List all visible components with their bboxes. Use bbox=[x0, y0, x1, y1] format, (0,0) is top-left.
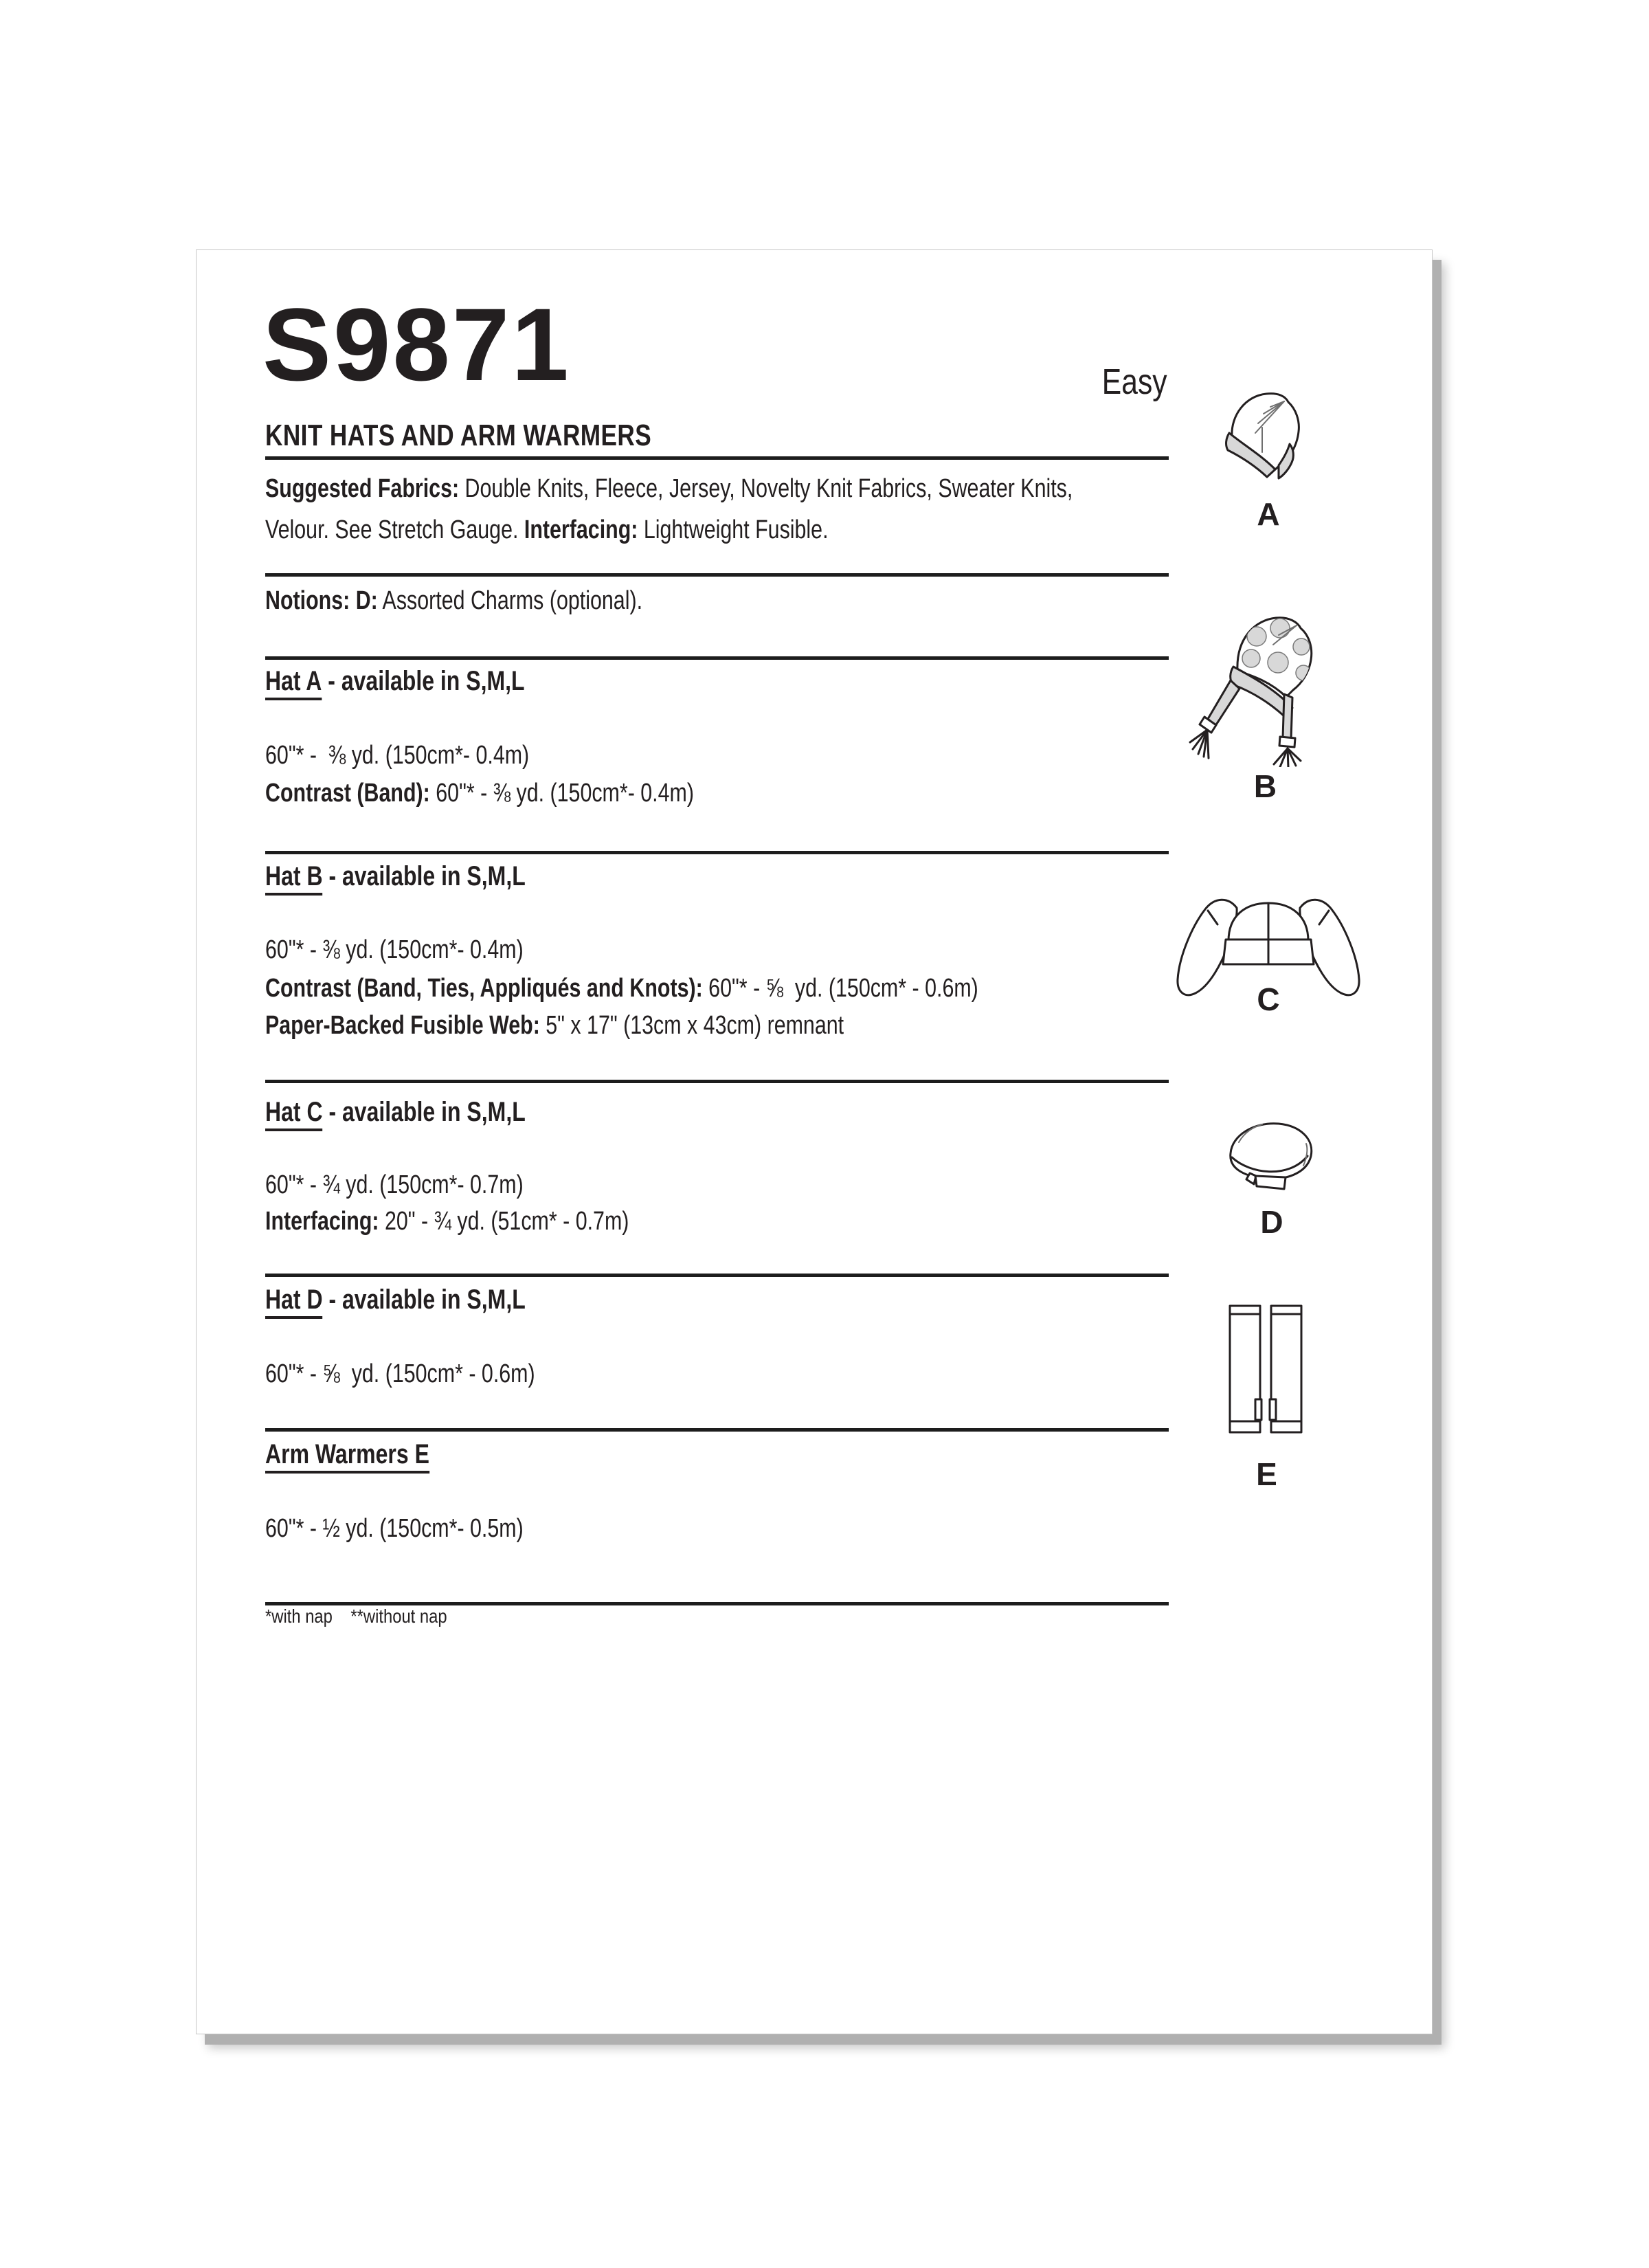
arm-warmers-illustration bbox=[1227, 1303, 1306, 1437]
interfacing-value: Lightweight Fusible. bbox=[638, 515, 829, 544]
hat-a-illustration bbox=[1224, 388, 1313, 487]
figure-hat-c bbox=[1172, 893, 1365, 1023]
hat-a-name: Hat A bbox=[265, 667, 322, 700]
suggested-fabrics-line2 bbox=[265, 517, 829, 543]
difficulty-label: Easy bbox=[1102, 362, 1167, 402]
hat-d-yardage: 60"* - ⅝ yd. (150cm* - 0.6m) bbox=[265, 1359, 535, 1388]
figure-label-a: A bbox=[1257, 496, 1280, 532]
hat-c-interfacing bbox=[265, 1208, 629, 1234]
divider-rule bbox=[265, 656, 1169, 660]
pattern-title: KNIT HATS AND ARM WARMERS bbox=[265, 419, 652, 452]
notions-line bbox=[265, 588, 642, 614]
hat-a-contrast-label: Contrast (Band): bbox=[265, 779, 430, 808]
figure-hat-d bbox=[1224, 1115, 1320, 1245]
hat-c-heading bbox=[265, 1098, 526, 1131]
arm-warmers-yardage: 60"* - ½ yd. (150cm*- 0.5m) bbox=[265, 1514, 524, 1543]
figure-label-d: D bbox=[1260, 1204, 1283, 1240]
hat-b-yardage: 60"* - ⅜ yd. (150cm*- 0.4m) bbox=[265, 935, 524, 964]
pattern-envelope-back bbox=[196, 249, 1433, 2034]
hat-d-name: Hat D bbox=[265, 1286, 323, 1319]
hat-b-contrast-label: Contrast (Band, Ties, Appliqués and Knots): bbox=[265, 974, 703, 1003]
hat-c-name: Hat C bbox=[265, 1098, 323, 1131]
notions-value: Assorted Charms (optional). bbox=[377, 586, 643, 615]
hat-b-contrast bbox=[265, 975, 978, 1001]
hat-a-heading bbox=[265, 667, 525, 700]
hat-c-availability: - available in S,M,L bbox=[322, 1097, 526, 1127]
hat-b-web-label: Paper-Backed Fusible Web: bbox=[265, 1011, 540, 1040]
notions-label: Notions: D: bbox=[265, 586, 378, 615]
suggested-fabrics-line1 bbox=[265, 476, 1073, 502]
figure-label-c: C bbox=[1257, 981, 1280, 1017]
divider-rule bbox=[265, 573, 1169, 577]
hat-b-illustration bbox=[1188, 608, 1343, 767]
hat-a-contrast bbox=[265, 780, 694, 806]
suggested-fabrics-list: Double Knits, Fleece, Jersey, Novelty Knit Fabrics, Sweater Knits, bbox=[459, 474, 1073, 503]
hat-c-interfacing-label: Interfacing: bbox=[265, 1207, 379, 1236]
divider-rule bbox=[265, 851, 1169, 854]
figure-hat-a bbox=[1224, 388, 1313, 539]
hat-b-name: Hat B bbox=[265, 863, 323, 896]
hat-b-availability: - available in S,M,L bbox=[322, 861, 526, 891]
hat-d-availability: - available in S,M,L bbox=[322, 1285, 526, 1315]
hat-c-interfacing-value: 20" - ¾ yd. (51cm* - 0.7m) bbox=[379, 1207, 629, 1236]
suggested-fabrics-list-cont: Velour. See Stretch Gauge. bbox=[265, 515, 524, 544]
figure-hat-b bbox=[1188, 608, 1343, 807]
pattern-number: S9871 bbox=[262, 287, 571, 402]
divider-rule bbox=[265, 456, 1169, 460]
interfacing-label: Interfacing: bbox=[524, 515, 638, 544]
hat-a-yardage: 60"* - ⅜ yd. (150cm*- 0.4m) bbox=[265, 741, 530, 770]
divider-rule bbox=[265, 1080, 1169, 1083]
nap-footnote: *with nap **without nap bbox=[265, 1605, 447, 1627]
suggested-fabrics-label: Suggested Fabrics: bbox=[265, 474, 460, 503]
hat-b-contrast-value: 60"* - ⅝ yd. (150cm* - 0.6m) bbox=[702, 974, 978, 1003]
hat-d-heading bbox=[265, 1286, 526, 1319]
figure-label-e: E bbox=[1256, 1456, 1277, 1492]
divider-rule bbox=[265, 1274, 1169, 1277]
arm-warmers-name: Arm Warmers E bbox=[265, 1441, 429, 1474]
divider-rule bbox=[265, 1428, 1169, 1432]
figure-label-b: B bbox=[1253, 768, 1277, 804]
hat-a-availability: - available in S,M,L bbox=[322, 666, 525, 696]
hat-b-web-value: 5" x 17" (13cm x 43cm) remnant bbox=[539, 1011, 844, 1040]
hat-a-contrast-value: 60"* - ⅜ yd. (150cm*- 0.4m) bbox=[429, 779, 694, 808]
hat-b-fusible-web bbox=[265, 1012, 844, 1038]
arm-warmers-heading bbox=[265, 1441, 429, 1474]
hat-c-yardage: 60"* - ¾ yd. (150cm*- 0.7m) bbox=[265, 1170, 524, 1199]
hat-d-illustration bbox=[1224, 1115, 1320, 1196]
figure-arm-warmers-e bbox=[1227, 1303, 1306, 1502]
hat-b-heading bbox=[265, 863, 526, 896]
